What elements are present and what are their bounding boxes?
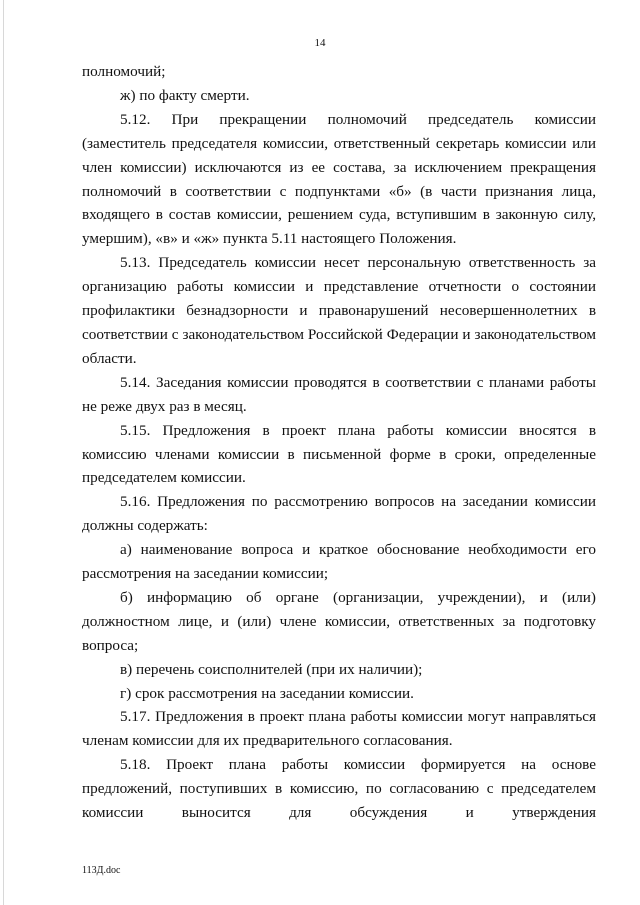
paragraph-5-16: 5.16. Предложения по рассмотрению вопросов на заседании комиссии должны содержать: (82, 493, 596, 535)
paragraph-5-15: 5.15. Предложения в проект плана работы комиссии вносятся в комиссию членами комиссии в письменной форме в сроки, определенные председателем комиссии. (82, 421, 596, 487)
paragraph-item-zh: ж) по факту смерти. (120, 86, 250, 104)
paragraph-item-b: б) информацию об органе (организации, учреждении), и (или) должностном лице, и (или) члене комиссии, ответственных за подготовку вопроса; (82, 588, 596, 654)
paragraph-5-13: 5.13. Председатель комиссии несет персональную ответственность за организацию работы комиссии и представление отчетности о состоянии профилактики безнадзорности и правонарушений несовершеннолетних в соответствии с законодательством Российской Федерации и законодательством области. (82, 254, 596, 367)
file-name-footer: 113Д.doc (82, 865, 121, 876)
paragraph-item-v: в) перечень соисполнителей (при их наличии); (120, 660, 423, 678)
document-body (82, 60, 596, 825)
paragraph-5-12: 5.12. При прекращении полномочий председатель комиссии (заместитель председателя комиссии, ответственный секретарь комиссии или член комиссии) исключаются из ее состава, за исключением прекращения полномочий в соответствии с подпунктами «б» (в части признания лица, входящего в состав комиссии, решением суда, вступившим в законную силу, умершим), «в» и «ж» пункта 5.11 настоящего Положения. (82, 110, 596, 248)
paragraph-5-14: 5.14. Заседания комиссии проводятся в соответствии с планами работы не реже двух раз в месяц. (82, 373, 596, 415)
paragraph-5-18: 5.18. Проект плана работы комиссии формируется на основе предложений, поступивших в комиссию, по согласованию с председателем комиссии выносится для обсуждения и утверждения (82, 756, 596, 822)
paragraph-continuation: полномочий; (82, 63, 166, 80)
paragraph-item-g: г) срок рассмотрения на заседании комиссии. (120, 684, 414, 702)
page-number: 14 (314, 37, 326, 49)
paragraph-item-a: а) наименование вопроса и краткое обоснование необходимости его рассмотрения на заседании комиссии; (82, 541, 596, 583)
paragraph-5-17: 5.17. Предложения в проект плана работы комиссии могут направляться членам комиссии для их предварительного согласования. (82, 708, 596, 750)
scan-edge (3, 0, 4, 905)
